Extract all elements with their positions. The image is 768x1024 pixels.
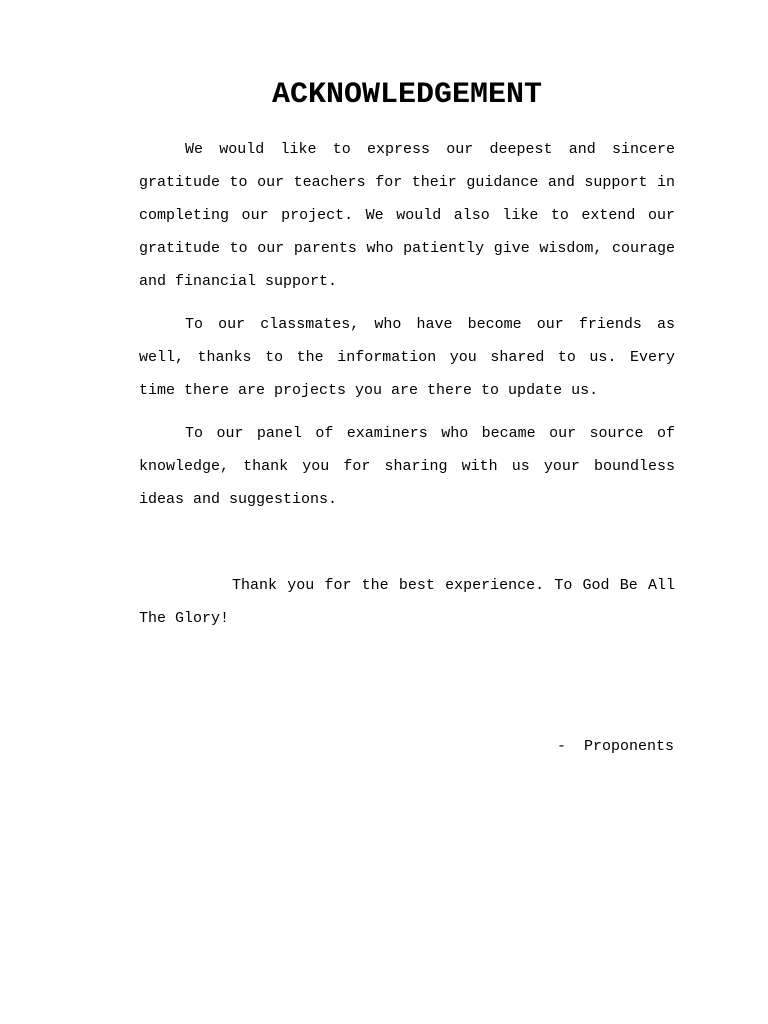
paragraph-closing: Thank you for the best experience. To God Be All The Glory! bbox=[139, 577, 675, 627]
page-title: ACKNOWLEDGEMENT bbox=[271, 78, 543, 112]
paragraph-examiners: To our panel of examiners who became our source of knowledge, thank you for sharing with us your boundless ideas and suggestions. bbox=[139, 425, 675, 508]
paragraph-teachers-parents: We would like to express our deepest and sincere gratitude to our teachers for their guidance and support in completing our project. We would also like to extend our gratitude to our parents who patiently give wisdom, courage and financial support. bbox=[139, 141, 675, 290]
signoff: - Proponents bbox=[556, 738, 674, 755]
paragraph-classmates: To our classmates, who have become our friends as well, thanks to the information you shared to us. Every time there are projects you are there to update us. bbox=[139, 316, 675, 399]
